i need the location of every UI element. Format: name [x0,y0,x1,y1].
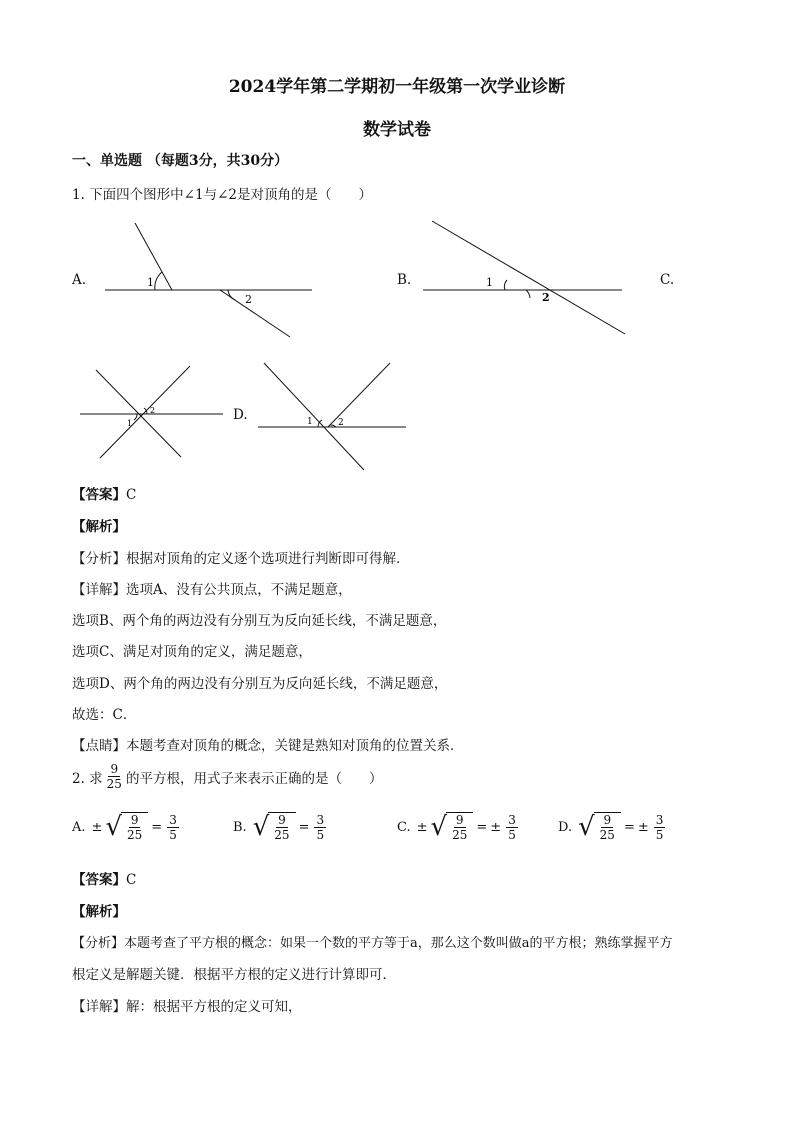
q2-d-res-den: 5 [655,827,664,842]
q1-line-c: 选项C、满足对顶角的定义，满足题意， [72,644,312,660]
q1-c-angle2: 2 [150,406,156,415]
q1-d-angle1: 1 [307,417,313,427]
q2-a-sqrt: √ $\frac{9}{25}$ [105,812,148,842]
q1-fenxi: 【分析】根据对顶角的定义逐个选项进行判断即可得解． [72,551,410,567]
q2-option-d [558,812,667,842]
q1-b-angle2: 2 [542,291,550,304]
q1-option-a-label: A. [72,272,87,288]
q2-analysis-tag: 【解析】 [72,904,126,920]
q2-xiangjie: 【详解】解：根据平方根的定义可知， [72,999,302,1015]
q1-d-angle2: 2 [338,418,344,428]
q2-answer-tag: 【答案】 [72,872,126,888]
q2-c-res-den: 5 [508,827,516,842]
q2-c-rad-num: 9 [455,813,464,827]
q1-a-angle1: 1 [147,276,154,289]
q1-b-angle1: 1 [486,276,493,289]
q2-fenxi-1: 【分析】本题考查了平方根的概念：如果一个数的平方等于a，那么这个数叫做a的平方根；熟练掌握平方 [72,936,673,951]
q2-stem-den: 25 [106,777,122,791]
q2-c-label: C. [397,819,411,835]
q2-c-eq: = [476,819,488,835]
q2-d-res-num: 3 [655,812,664,827]
q2-d-label: D. [558,819,573,835]
q2-b-res-den: 5 [316,827,325,842]
q1-figure-c [78,362,228,462]
q2-d-pm: ± [637,819,649,835]
q2-fenxi-2: 根定义是解题关键．根据平方根的定义进行计算即可． [72,967,396,983]
q1-option-c-label: C. [660,272,675,288]
q1-analysis-tag: 【解析】 [72,519,126,535]
q2-c-pm: ± [416,819,428,835]
q1-figure-d [256,360,411,475]
q2-a-rad-num: 9 [130,813,139,827]
q2-a-res-num: 3 [169,812,177,827]
q1-line-b: 选项B、两个角的两边没有分别互为反向延长线，不满足题意， [72,613,447,629]
q2-a-eq: = [151,819,163,835]
q2-stem-suffix: 的平方根，用式子来表示正确的是（ ） [125,770,383,787]
q2-c-pm-right: ± [490,819,502,835]
q1-stem: 1. 下面四个图形中∠1与∠2是对顶角的是（ ） [72,187,372,203]
q1-xiangjie: 【详解】选项A、没有公共顶点，不满足题意， [72,582,352,598]
q2-d-rad-num: 9 [603,813,612,827]
q1-figure-a [100,218,320,343]
q2-answer [72,868,136,888]
section-heading: 一、单选题 （每题3分，共30分） [72,153,289,169]
q2-b-eq: = [298,819,310,835]
q2-d-sqrt: √ $\frac{9}{25}$ [578,812,621,842]
q2-option-b [233,812,328,842]
q2-c-sqrt: √ $\frac{9}{25}$ [431,812,474,842]
q2-d-rad-den: 25 [599,828,615,842]
q2-b-sqrt: √ $\frac{9}{25}$ [253,812,296,842]
page-subtitle: 数学试卷 [363,120,431,140]
q1-dianjing: 【点睛】本题考查对顶角的概念，关键是熟知对顶角的位置关系． [72,738,464,754]
q2-c-res-num: 3 [508,812,516,827]
q2-stem-prefix: 2. 求 [72,770,103,787]
q2-b-rad-num: 9 [278,813,286,827]
q1-option-d-label: D. [233,407,248,423]
q2-option-c [397,812,520,842]
q2-a-pm: ± [91,819,103,835]
q2-d-eq: = [623,819,635,835]
page-title: 2024学年第二学期初一年级第一次学业诊断 [228,77,566,97]
q2-a-label: A. [72,819,86,835]
q2-b-res-num: 3 [316,812,325,827]
q2-stem-num: 9 [110,762,119,776]
q2-stem [72,762,382,791]
q2-stem-fraction [105,762,124,791]
q2-b-label: B. [233,819,247,835]
q2-b-rad-den: 25 [274,828,290,842]
q1-option-b-label: B. [397,272,412,288]
q1-a-angle2: 2 [245,293,252,306]
q1-answer-tag: 【答案】 [72,487,126,503]
q2-a-rad-den: 25 [127,828,143,842]
q2-c-rad-den: 25 [452,828,468,842]
q1-answer-value: C [126,487,137,503]
q1-figure-b [420,218,630,338]
q2-a-res-den: 5 [169,827,177,842]
q1-line-d: 选项D、两个角的两边没有分别互为反向延长线，不满足题意， [72,676,448,692]
q1-conclusion: 故选：C． [72,707,137,723]
q1-c-angle1: 1 [127,419,133,428]
q1-answer [72,483,136,503]
q2-answer-value: C [126,872,137,888]
q2-option-a [72,812,181,842]
